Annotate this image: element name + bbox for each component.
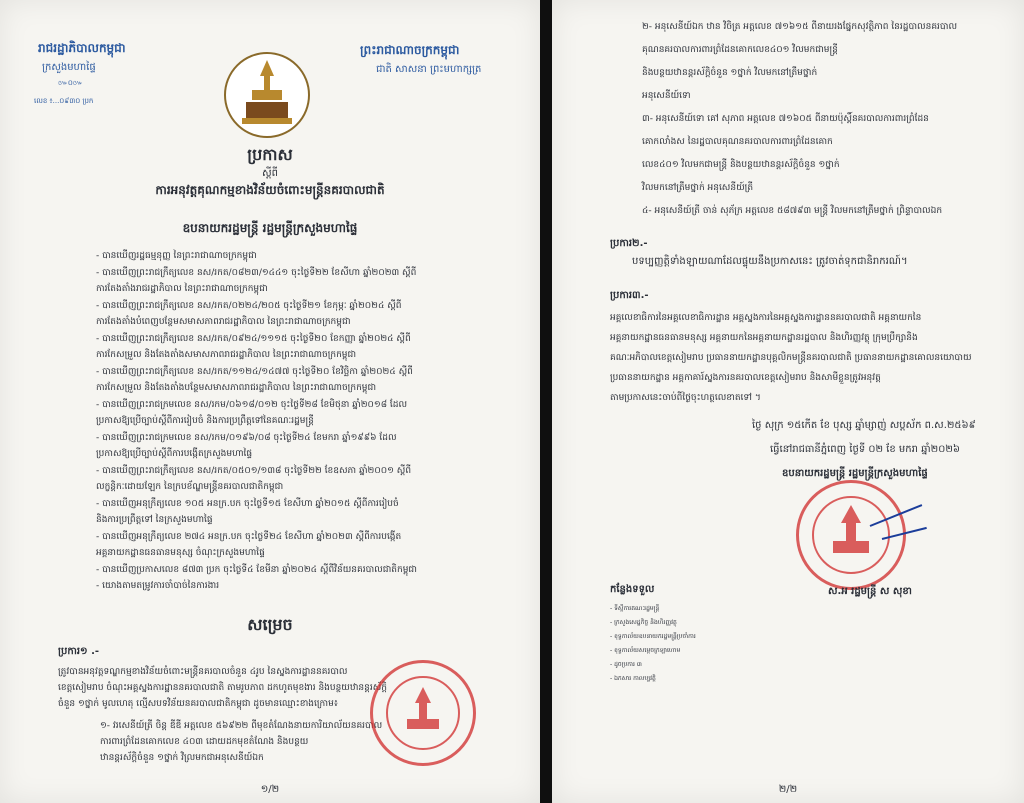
item-line: អនុសេនីយ៍ទោ bbox=[642, 91, 691, 101]
penalty-items-list bbox=[642, 16, 1012, 223]
article-line: ខេត្តសៀមរាប ចំណុះអគ្គស្នងការដ្ឋាននគរបាលជាតិ តាមរូបភាព ដកហូតមុខងារ និងបន្ថយឋានន្តរស័ក្តិ bbox=[58, 683, 387, 693]
kingdom-title: ព្រះរាជាណាចក្រកម្ពុជា bbox=[360, 43, 460, 57]
article3-text bbox=[610, 308, 1010, 408]
cc-line: - ខុទ្ទកាល័យឧបនាយករដ្ឋមន្ត្រីប្រចាំការ bbox=[610, 633, 696, 640]
article-line: តាមប្រកាសនេះចាប់ពីថ្ងៃចុះហត្ថលេខាតទៅ ។ bbox=[610, 393, 761, 403]
item-line: ៣- អនុសេនីយ៍ទោ គៅ សុភាព អត្តលេខ ៧១៦០៥ ពីនាយប៉ុស្តិ៍នគរបាលការពារព្រំដែន bbox=[642, 114, 929, 124]
document-type: ប្រកាស bbox=[247, 145, 293, 164]
consideration-line: - បានឃើញព្រះរាជក្រមលេខ នស/រកម/០៦១៨/០១២ ចុះថ្ងៃទី២៨ ខែមិថុនា ឆ្នាំ២០១៨ ដែល bbox=[96, 399, 408, 410]
consideration-line: ការកែសម្រួល និងតែងតាំងបន្ថែមសមាសភាពរាជរដ្ឋាភិបាល នៃព្រះរាជាណាចក្រកម្ពុជា bbox=[96, 383, 377, 393]
consideration-line: - បានឃើញព្រះរាជក្រឹត្យលេខ នស/រកត/០៩២៤/១១១៥ ចុះថ្ងៃទី២០ ខែកញ្ញា ឆ្នាំ២០២៤ ស្តីពី bbox=[96, 333, 411, 344]
consideration-line: អគ្គនាយកដ្ឋានធនធានមនុស្ស ចំណុះក្រសួងមហាផ្ទៃ bbox=[96, 548, 265, 558]
consideration-line: លក្ខន្តិកៈដោយឡែក នៃក្របខ័ណ្ឌមន្ត្រីនគរបាលជាតិកម្ពុជា bbox=[96, 482, 284, 492]
item-line: គោកលាំងស នៃរដ្ឋបាលគុណនគរបាលការពារព្រំដែនគោក bbox=[642, 137, 833, 147]
item-line: ការពារព្រំដែនគោកលេខ ៤០៣ ដោយដកមុខតំណែង និងបន្ថយ bbox=[100, 737, 309, 747]
consideration-line: - បានឃើញព្រះរាជក្រឹត្យលេខ នស/រកត/០២២៤/២០៥ ចុះថ្ងៃទី២១ ខែកុម្ភៈ ឆ្នាំ២០២៤ ស្តីពី bbox=[96, 300, 402, 311]
article-line: អគ្គលេខាធិការនៃអគ្គលេខាធិការដ្ឋាន អគ្គស្នងការនៃអគ្គស្នងការដ្ឋាននគរបាលជាតិ អគ្គនាយកនៃ bbox=[610, 313, 922, 323]
signer-title: ឧបនាយករដ្ឋមន្ត្រី រដ្ឋមន្ត្រីក្រសួងមហាផ្ទៃ bbox=[782, 468, 928, 479]
consideration-line: - បានឃើញអនុក្រឹត្យលេខ ១០៥ អនក្រ.បក ចុះថ្ងៃទី១៥ ខែសីហា ឆ្នាំ២០១៥ ស្តីពីការរៀបចំ bbox=[96, 498, 399, 509]
cc-line: - ឯកសារ កាលប្បវត្តិ bbox=[610, 675, 656, 682]
cc-heading: កន្លែងទទួល bbox=[610, 584, 655, 595]
item-line: និងបន្ថយឋានន្តរស័ក្តិចំនួន ១ថ្នាក់ វិលមកនៅត្រឹមថ្នាក់ bbox=[642, 68, 818, 78]
left-org-ornament: ៚០៚ bbox=[58, 79, 83, 87]
cc-line: - ក្រសួងសេដ្ឋកិច្ច និងហិរញ្ញវត្ថុ bbox=[610, 619, 677, 626]
article1-label: ប្រការ១ .- bbox=[58, 646, 100, 657]
kingdom-motto: ជាតិ សាសនា ព្រះមហាក្សត្រ bbox=[376, 64, 482, 75]
article-line: ប្រធាននាយកដ្ឋាន អគ្គកាគារ៍ស្នងការនគរបាលខេត្តសៀមរាប និងសាមីខ្លួនត្រូវអនុវត្ត bbox=[610, 373, 881, 383]
consideration-line: ការតែងតាំងបំពេញបន្ថែមសមាសភាពរាជរដ្ឋាភិបាល នៃព្រះរាជាណាចក្រកម្ពុជា bbox=[96, 317, 351, 327]
cc-list bbox=[610, 602, 810, 686]
left-org-line1: រាជរដ្ឋាភិបាលកម្ពុជា bbox=[38, 41, 126, 55]
item-line: គុណនគរបាលការពារព្រំដែនគោកលេខ៤០១ វិលមកជាមន្ត្រី bbox=[642, 45, 838, 55]
consideration-line: - បានឃើញអនុក្រឹត្យលេខ ២៧៤ អនក្រ.បក ចុះថ្ងៃទី២៤ ខែសីហា ឆ្នាំ២០២៣ ស្តីពីការបង្កើត bbox=[96, 531, 402, 542]
date-gregorian: ធ្វើនៅរាជធានីភ្នំពេញ ថ្ងៃទី ០២ ខែ មករា ឆ្នាំ២០២៦ bbox=[770, 444, 960, 455]
item-line: វិលមកនៅត្រឹមថ្នាក់ អនុសេនីយ៍ត្រី bbox=[642, 183, 754, 193]
consideration-line: ប្រកាសឱ្យប្រើច្បាប់ស្តីពីការបង្កើតក្រសួងមហាផ្ទៃ bbox=[96, 449, 253, 459]
consideration-line: - បានឃើញប្រកាសលេខ ៨៧៣ ប្រក ចុះថ្ងៃទី៤ ខែមីនា ឆ្នាំ២០២៤ ស្តីពីវិន័យនគរបាលជាតិកម្ពុជា bbox=[96, 564, 418, 575]
date-lunar: ថ្ងៃ សុក្រ ១៥កើត ខែ បុស្ស ឆ្នាំម្សាញ់ សប្តស័ក ព.ស.២៥៦៩ bbox=[752, 420, 976, 431]
consideration-line: ការតែងតាំងរាជរដ្ឋាភិបាល នៃព្រះរាជាណាចក្រកម្ពុជា bbox=[96, 284, 268, 294]
document-page-2 bbox=[552, 0, 1024, 803]
royal-emblem-icon bbox=[222, 50, 312, 140]
consideration-line: ការកែសម្រួល និងតែងតាំងសមាសភាពរាជរដ្ឋាភិបាល នៃព្រះរាជាណាចក្រកម្ពុជា bbox=[96, 350, 357, 360]
consideration-line: - បានឃើញព្រះរាជក្រមលេខ នស/រកម/០១៩៦/០៨ ចុះថ្ងៃទី២៤ ខែមករា ឆ្នាំ១៩៩៦ ដែល bbox=[96, 432, 397, 443]
consideration-line: - បានឃើញរដ្ឋធម្មនុញ្ញ នៃព្រះរាជាណាចក្រកម្ពុជា bbox=[96, 251, 257, 261]
reference-number: លេខ ៖...០៩៣០ ប្រក bbox=[34, 97, 94, 105]
issuing-authority: ឧបនាយករដ្ឋមន្ត្រី រដ្ឋមន្ត្រីក្រសួងមហាផ្ទៃ bbox=[182, 221, 358, 235]
article2-text: បទប្បញ្ញត្តិទាំងឡាយណាដែលផ្ទុយនឹងប្រកាសនេះ ត្រូវចាត់ទុកជានិរាករណ៍។ bbox=[632, 256, 908, 267]
article3-label: ប្រការ៣.- bbox=[610, 290, 649, 301]
item-line: ២- អនុសេនីយ៍ឯក ឋាន វិចិត្រ អត្តលេខ ៧១៦១៥ ពីនាយរងផ្នែកសុវត្ថិភាព នៃរដ្ឋបាលនគរបាល bbox=[642, 22, 958, 32]
document-about: ស្តីពី bbox=[262, 168, 278, 179]
consideration-line: - បានឃើញព្រះរាជក្រឹត្យលេខ នស/រកត/០៨២៣/១៤៤១ ចុះថ្ងៃទី២២ ខែសីហា ឆ្នាំ២០២៣ ស្តីពី bbox=[96, 267, 417, 278]
consideration-line: ប្រកាសឱ្យប្រើច្បាប់ស្តីពីការរៀបចំ និងការប្រព្រឹត្តទៅនៃគណៈរដ្ឋមន្ត្រី bbox=[96, 416, 314, 426]
item-line: ១- វរសេនីយ៍ត្រី ចិន្ត ឌីឌី អត្តលេខ ៥៦៩២២ ពីមុខតំណែងនាយការិយាល័យនគរបាល bbox=[100, 721, 383, 731]
signer-name: ស.អ រដ្ឋមន្ត្រី ស សុខា bbox=[828, 586, 912, 597]
cc-line: - ខុទ្ទកាល័យសម្តេចក្រឡាហោម bbox=[610, 647, 681, 654]
cc-line: - ទីស្តីការគណៈរដ្ឋមន្ត្រី bbox=[610, 605, 660, 612]
page-number: ១/២ bbox=[260, 784, 280, 795]
article-line: ចំនួន ១ថ្នាក់ មូលហេតុ ល្មើសបទវិន័យនគរបាលជាតិកម្ពុជា ដូចមានឈ្មោះខាងក្រោម៖ bbox=[58, 699, 338, 709]
stamp-emblem-icon bbox=[799, 483, 903, 587]
article-line: អគ្គនាយកដ្ឋានធនធានមនុស្ស អគ្គនាយកនៃអគ្គនាយកដ្ឋានរដ្ឋបាល និងហិរញ្ញវត្ថុ ក្រុមប្រឹក្សានិង bbox=[610, 333, 918, 343]
page-number: ២/២ bbox=[778, 784, 798, 795]
left-org-line2: ក្រសួងមហាផ្ទៃ bbox=[42, 62, 96, 73]
stamp-emblem-icon bbox=[373, 663, 473, 763]
item-line: ឋានន្តរស័ក្តិចំនួន ១ថ្នាក់ វិល្រមកជាអនុសេនីយ៍ឯក bbox=[100, 753, 264, 763]
item-line: លេខ៤០១ វិលមកជាមន្ត្រី និងបន្ថយឋានន្តរស័ក្តិចំនួន ១ថ្នាក់ bbox=[642, 160, 840, 170]
document-subject: ការអនុវត្តគុណកម្មខាងវិន័យចំពោះមន្ត្រីនគរបាលជាតិ bbox=[155, 183, 385, 197]
consideration-line: និងការប្រព្រឹត្តទៅ នៃក្រសួងមហាផ្ទៃ bbox=[96, 515, 213, 525]
article2-label: ប្រការ២.- bbox=[610, 238, 648, 249]
article-line: ត្រូវបានអនុវត្តទណ្ឌកម្មខាងវិន័យចំពោះមន្ត្រីនគរបាលចំនួន ៤រូប នៃស្នងការដ្ឋាននគរបាល bbox=[58, 667, 348, 677]
consideration-line: - យោងតាមតម្រូវការចាំបាច់នៃការងារ bbox=[96, 581, 220, 591]
considerations-list bbox=[96, 248, 516, 595]
red-stamp-seal bbox=[370, 660, 476, 766]
decision-heading: សម្រេច bbox=[247, 615, 293, 634]
item-line: ៤- អនុសេនីយ៍ត្រី ចាន់ សុភ័ក្រ អត្តលេខ ៥៨៧៩៣ មន្ត្រី វិលមកនៅត្រឹមថ្នាក់ ព្រិន្ទាបាលឯក bbox=[642, 206, 943, 216]
article-line: គណៈអភិបាលខេត្តសៀមរាប ប្រធាននាយកដ្ឋានបុគ្គលិកមន្ត្រីនគរបាលជាតិ ប្រធាននាយកដ្ឋានគោលនយោបាយ bbox=[610, 353, 972, 363]
consideration-line: - បានឃើញព្រះរាជក្រឹត្យលេខ នស/រកត/០៥០១/១៣៨ ចុះថ្ងៃទី២២ ខែឧសភា ឆ្នាំ២០០១ ស្តីពី bbox=[96, 465, 412, 476]
cc-line: - ដូចប្រការ ៣ bbox=[610, 661, 642, 668]
consideration-line: - បានឃើញព្រះរាជក្រឹត្យលេខ នស/រកត/១១២៤/១៤៧៧ ចុះថ្ងៃទី២០ ខែវិច្ឆិកា ឆ្នាំ២០២៤ ស្តីពី bbox=[96, 366, 413, 377]
